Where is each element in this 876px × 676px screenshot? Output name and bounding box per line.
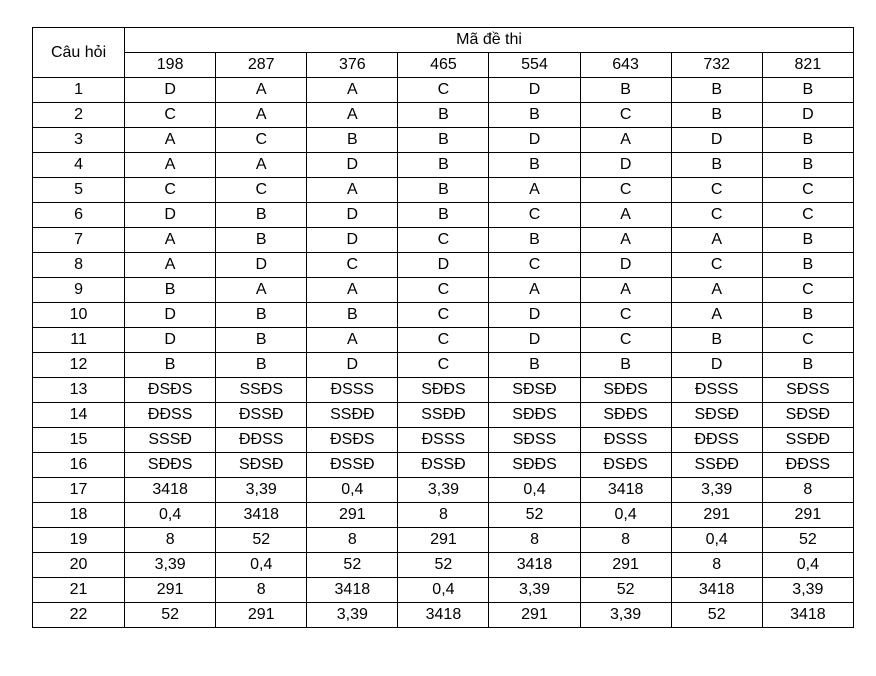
answer-cell: 8 [125,528,216,553]
answer-cell: 52 [398,553,489,578]
answer-cell: D [307,353,398,378]
answer-cell: 3,39 [762,578,853,603]
answer-cell: 3418 [762,603,853,628]
answer-cell: 0,4 [762,553,853,578]
header-row-codes [33,53,854,78]
answer-cell: B [671,78,762,103]
answer-cell: 291 [125,578,216,603]
answer-cell: 291 [489,603,580,628]
answer-cell: 291 [398,528,489,553]
table-row [33,528,854,553]
table-row [33,578,854,603]
answer-cell: 8 [762,478,853,503]
answer-cell: 291 [580,553,671,578]
question-number: 19 [33,528,125,553]
answer-cell: D [216,253,307,278]
answer-cell: B [762,228,853,253]
answer-cell: 3418 [307,578,398,603]
table-row [33,328,854,353]
answer-cell: C [489,203,580,228]
question-number: 20 [33,553,125,578]
answer-cell: B [125,353,216,378]
answer-cell: B [489,228,580,253]
table-row [33,503,854,528]
answer-cell: D [307,203,398,228]
question-number: 10 [33,303,125,328]
question-number: 9 [33,278,125,303]
answer-cell: B [580,353,671,378]
question-number: 1 [33,78,125,103]
answer-cell: B [216,353,307,378]
answer-cell: 0,4 [125,503,216,528]
answer-cell: SSĐĐ [671,453,762,478]
answer-cell: 52 [489,503,580,528]
answer-cell: 0,4 [307,478,398,503]
answer-cell: C [398,303,489,328]
answer-cell: A [125,228,216,253]
answer-cell: D [489,303,580,328]
answer-cell: D [489,328,580,353]
table-header [33,28,854,78]
answer-cell: B [216,328,307,353]
table-row [33,403,854,428]
exam-code-header: 554 [489,53,580,78]
answer-cell: C [762,203,853,228]
question-number: 13 [33,378,125,403]
answer-cell: 52 [216,528,307,553]
answer-cell: A [216,153,307,178]
answer-cell: 3,39 [307,603,398,628]
answer-cell: 52 [671,603,762,628]
answer-cell: C [762,328,853,353]
answer-cell: SĐSĐ [489,378,580,403]
answer-cell: ĐSSĐ [216,403,307,428]
answer-cell: 8 [671,553,762,578]
answer-cell: C [671,203,762,228]
answer-cell: 52 [307,553,398,578]
answer-cell: B [398,128,489,153]
answer-cell: D [671,128,762,153]
answer-cell: D [580,153,671,178]
table-row [33,478,854,503]
answer-cell: 52 [580,578,671,603]
table-row [33,603,854,628]
question-number: 17 [33,478,125,503]
answer-cell: C [580,328,671,353]
answer-cell: 3,39 [489,578,580,603]
answer-cell: B [398,103,489,128]
table-row [33,153,854,178]
answer-cell: D [125,303,216,328]
answer-cell: B [398,203,489,228]
answer-cell: A [580,203,671,228]
answer-cell: SĐSĐ [216,453,307,478]
answer-cell: A [671,278,762,303]
answer-cell: 3418 [580,478,671,503]
answer-cell: ĐĐSS [125,403,216,428]
question-number: 6 [33,203,125,228]
answer-cell: 3,39 [398,478,489,503]
question-number: 7 [33,228,125,253]
answer-cell: 0,4 [580,503,671,528]
answer-cell: 8 [489,528,580,553]
answer-cell: D [125,203,216,228]
answer-cell: 8 [307,528,398,553]
question-number: 4 [33,153,125,178]
answer-cell: B [307,128,398,153]
answer-cell: ĐSSS [307,378,398,403]
answer-cell: C [762,178,853,203]
answer-cell: A [307,178,398,203]
answer-cell: ĐSSS [398,428,489,453]
question-number: 5 [33,178,125,203]
answer-cell: B [762,153,853,178]
answer-cell: ĐSĐS [125,378,216,403]
answer-cell: SĐĐS [125,453,216,478]
exam-code-header: 732 [671,53,762,78]
table-row [33,178,854,203]
answer-cell: B [489,103,580,128]
answer-cell: A [580,128,671,153]
answer-cell: A [307,328,398,353]
answer-cell: B [307,303,398,328]
answer-cell: D [671,353,762,378]
answer-cell: SĐĐS [398,378,489,403]
question-number: 2 [33,103,125,128]
answer-cell: SĐĐS [580,403,671,428]
answer-cell: SĐĐS [580,378,671,403]
answer-cell: 3418 [398,603,489,628]
exam-code-header: 376 [307,53,398,78]
answer-cell: C [398,78,489,103]
question-number: 16 [33,453,125,478]
question-column-header: Câu hỏi [33,28,125,78]
answer-cell: A [489,178,580,203]
answer-cell: 52 [125,603,216,628]
answer-cell: B [489,353,580,378]
answer-cell: D [307,228,398,253]
table-row [33,128,854,153]
answer-cell: A [307,103,398,128]
header-row-group [33,28,854,53]
answer-cell: 8 [216,578,307,603]
answer-cell: ĐĐSS [216,428,307,453]
answer-cell: 291 [307,503,398,528]
answer-cell: A [125,153,216,178]
answer-cell: 3418 [125,478,216,503]
answer-cell: A [216,278,307,303]
question-number: 18 [33,503,125,528]
answer-cell: SĐSĐ [671,403,762,428]
table-row [33,228,854,253]
question-number: 11 [33,328,125,353]
answer-cell: 3418 [489,553,580,578]
answer-cell: A [216,103,307,128]
table-row [33,453,854,478]
answer-cell: B [762,128,853,153]
answer-cell: SĐĐS [489,403,580,428]
answer-cell: B [671,103,762,128]
answer-cell: C [398,353,489,378]
question-number: 8 [33,253,125,278]
answer-cell: C [398,278,489,303]
answer-cell: C [307,253,398,278]
answer-cell: A [580,228,671,253]
answer-cell: A [216,78,307,103]
exam-code-header: 643 [580,53,671,78]
answer-cell: B [580,78,671,103]
answer-cell: B [489,153,580,178]
answer-cell: SSSĐ [125,428,216,453]
table-row [33,378,854,403]
exam-code-header: 198 [125,53,216,78]
answer-cell: B [398,178,489,203]
answer-cell: 8 [580,528,671,553]
answer-cell: B [125,278,216,303]
table-row [33,253,854,278]
answer-cell: 3418 [216,503,307,528]
answer-cell: 3,39 [125,553,216,578]
answer-cell: C [580,178,671,203]
answer-cell: A [580,278,671,303]
answer-cell: D [307,153,398,178]
answer-cell: B [216,228,307,253]
answer-cell: 0,4 [398,578,489,603]
answer-cell: SĐSS [762,378,853,403]
answer-cell: D [398,253,489,278]
answer-cell: C [398,328,489,353]
answer-cell: SĐĐS [489,453,580,478]
question-number: 21 [33,578,125,603]
answer-cell: 8 [398,503,489,528]
answer-cell: ĐSSĐ [398,453,489,478]
answer-cell: SSĐS [216,378,307,403]
answer-cell: C [398,228,489,253]
answer-cell: B [671,328,762,353]
answer-cell: 3418 [671,578,762,603]
answer-cell: 291 [671,503,762,528]
answer-cell: A [125,128,216,153]
answer-cell: C [580,103,671,128]
table-body [33,78,854,628]
answer-key-table [32,27,854,628]
question-number: 22 [33,603,125,628]
answer-cell: C [125,178,216,203]
answer-cell: 3,39 [580,603,671,628]
answer-cell: 291 [216,603,307,628]
answer-cell: B [216,203,307,228]
answer-cell: B [762,303,853,328]
answer-cell: A [307,278,398,303]
answer-cell: A [671,303,762,328]
answer-cell: ĐSSĐ [307,453,398,478]
answer-cell: SSĐĐ [762,428,853,453]
exam-code-group-header: Mã đề thi [125,28,854,53]
question-number: 15 [33,428,125,453]
answer-cell: ĐSĐS [307,428,398,453]
exam-code-header: 465 [398,53,489,78]
question-number: 14 [33,403,125,428]
answer-cell: A [125,253,216,278]
answer-cell: 0,4 [216,553,307,578]
answer-cell: 3,39 [671,478,762,503]
answer-cell: D [489,78,580,103]
answer-cell: 0,4 [489,478,580,503]
answer-cell: B [762,253,853,278]
answer-cell: SĐSĐ [762,403,853,428]
answer-cell: C [671,178,762,203]
answer-cell: A [671,228,762,253]
answer-cell: C [216,128,307,153]
answer-cell: A [489,278,580,303]
answer-cell: SSĐĐ [307,403,398,428]
table-row [33,203,854,228]
table-row [33,353,854,378]
answer-cell: ĐSSS [580,428,671,453]
answer-cell: C [762,278,853,303]
answer-cell: B [398,153,489,178]
table-row [33,553,854,578]
question-number: 12 [33,353,125,378]
answer-cell: ĐSĐS [580,453,671,478]
answer-cell: C [216,178,307,203]
table-row [33,278,854,303]
answer-cell: 3,39 [216,478,307,503]
answer-cell: 291 [762,503,853,528]
answer-cell: ĐSSS [671,378,762,403]
answer-cell: D [125,78,216,103]
answer-cell: C [580,303,671,328]
table-row [33,303,854,328]
answer-cell: ĐĐSS [762,453,853,478]
answer-cell: B [671,153,762,178]
answer-cell: D [580,253,671,278]
answer-cell: D [489,128,580,153]
table-row [33,428,854,453]
answer-cell: C [671,253,762,278]
question-number: 3 [33,128,125,153]
table-row [33,103,854,128]
answer-cell: 0,4 [671,528,762,553]
answer-cell: A [307,78,398,103]
answer-cell: B [762,353,853,378]
answer-cell: C [125,103,216,128]
exam-code-header: 287 [216,53,307,78]
answer-cell: SSĐĐ [398,403,489,428]
answer-cell: B [216,303,307,328]
answer-cell: D [125,328,216,353]
answer-cell: B [762,78,853,103]
answer-cell: 52 [762,528,853,553]
answer-cell: SĐSS [489,428,580,453]
exam-code-header: 821 [762,53,853,78]
answer-cell: C [489,253,580,278]
table-row [33,78,854,103]
answer-cell: D [762,103,853,128]
answer-cell: ĐĐSS [671,428,762,453]
